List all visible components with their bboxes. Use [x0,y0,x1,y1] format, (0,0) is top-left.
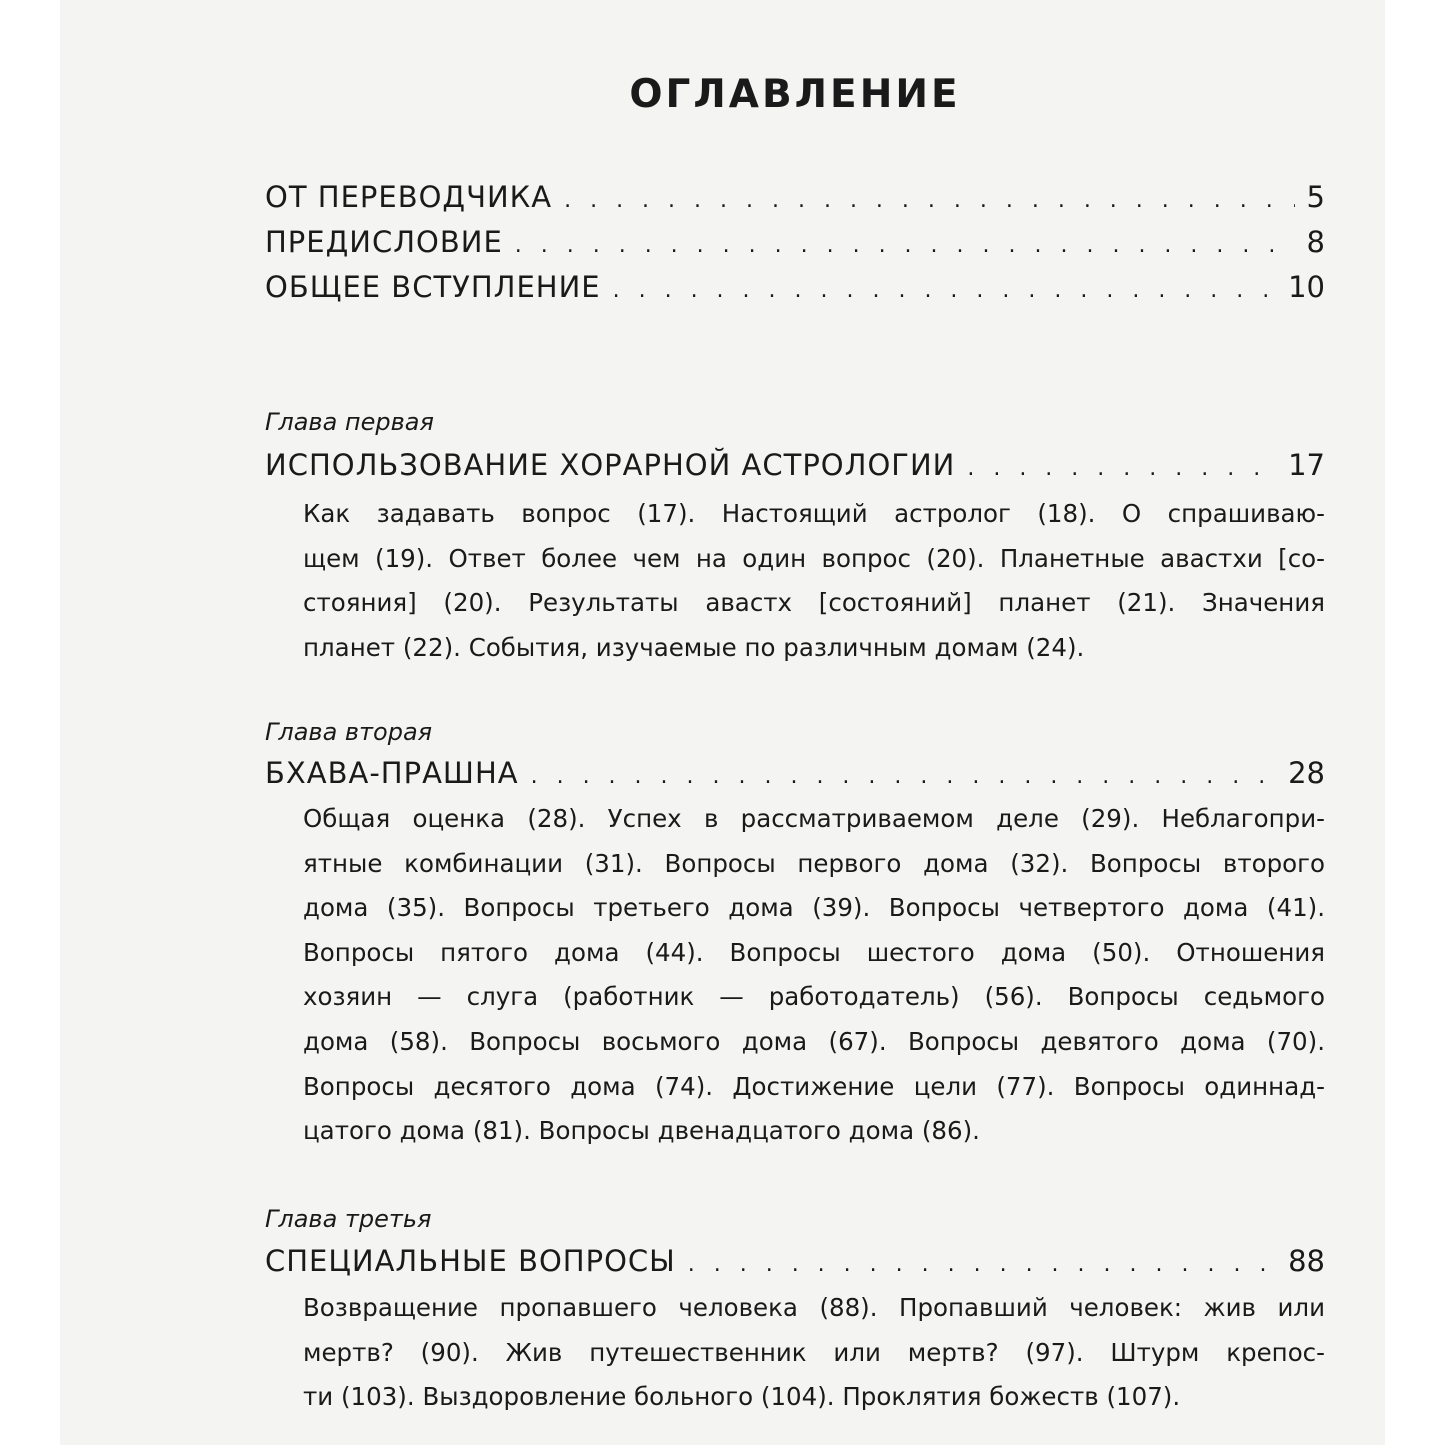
toc-entry-label: ОТ ПЕРЕВОДЧИКА [265,180,553,214]
dot-leader [688,1252,1276,1277]
toc-entry-chapter-3[interactable] [265,1244,1325,1284]
chapter-description [303,492,1325,670]
toc-entry-page: 8 [1306,225,1325,259]
toc-entry-introduction[interactable] [265,270,1325,310]
toc-entry-page: 5 [1306,180,1325,214]
toc-entry-chapter-1[interactable] [265,448,1325,488]
description-line: дома (58). Вопросы восьмого дома (67). Вопросы девятого дома (70). [303,1026,1325,1056]
chapter-label: Глава третья [265,1205,432,1233]
description-line: Общая оценка (28). Успех в рассматриваемом деле (29). Неблагопри- [303,804,1325,833]
page-title: ОГЛАВЛЕНИЕ [629,72,961,117]
toc-entry-preface[interactable] [265,225,1325,265]
description-line: ятные комбинации (31). Вопросы первого дома (32). Вопросы второго [303,848,1325,878]
toc-entry-label: ПРЕДИСЛОВИЕ [265,225,503,259]
dot-leader [515,233,1295,258]
dot-leader [531,764,1277,789]
dot-leader [613,278,1276,303]
toc-entry-page: 88 [1288,1244,1325,1278]
toc-entry-translator[interactable] [265,180,1325,220]
description-line: дома (35). Вопросы третьего дома (39). Вопросы четвертого дома (41). [303,893,1325,923]
toc-entry-label: СПЕЦИАЛЬНЫЕ ВОПРОСЫ [265,1244,676,1278]
description-line: щем (19). Ответ более чем на один вопрос (20). Планетные авастхи [со- [303,543,1325,573]
description-line: хозяин — слуга (работник — работодатель) (56). Вопросы седьмого [303,982,1325,1012]
description-line: Возвращение пропавшего человека (88). Пропавший человек: жив или [303,1293,1325,1322]
toc-entry-label: ИСПОЛЬЗОВАНИЕ ХОРАРНОЙ АСТРОЛОГИИ [265,448,956,482]
description-line: стояния] (20). Результаты авастх [состояний] планет (21). Значения [303,588,1325,618]
toc-entry-page: 28 [1288,756,1325,790]
description-line: Как задавать вопрос (17). Настоящий астролог (18). О спрашиваю- [303,499,1325,528]
toc-entry-page: 17 [1288,448,1325,482]
description-line: Вопросы пятого дома (44). Вопросы шестого дома (50). Отношения [303,937,1325,967]
toc-entry-label: БХАВА-ПРАШНА [265,756,519,790]
chapter-label: Глава первая [265,408,434,436]
toc-entry-label: ОБЩЕЕ ВСТУПЛЕНИЕ [265,270,601,304]
dot-leader [967,456,1276,481]
chapter-label: Глава вторая [265,718,433,746]
chapter-description [303,797,1325,1154]
chapter-description [303,1286,1325,1420]
description-line: планет (22). События, изучаемые по различным домам (24). [303,632,1085,662]
dot-leader [564,188,1294,213]
toc-entry-chapter-2[interactable] [265,756,1325,796]
description-line: мертв? (90). Жив путешественник или мертв? (97). Штурм крепос- [303,1337,1325,1367]
description-line: ти (103). Выздоровление больного (104). Проклятия божеств (107). [303,1382,1181,1412]
description-line: Вопросы десятого дома (74). Достижение цели (77). Вопросы одиннад- [303,1071,1325,1101]
book-page [60,0,1385,1445]
description-line: цатого дома (81). Вопросы двенадцатого дома (86). [303,1116,980,1146]
toc-entry-page: 10 [1288,270,1325,304]
